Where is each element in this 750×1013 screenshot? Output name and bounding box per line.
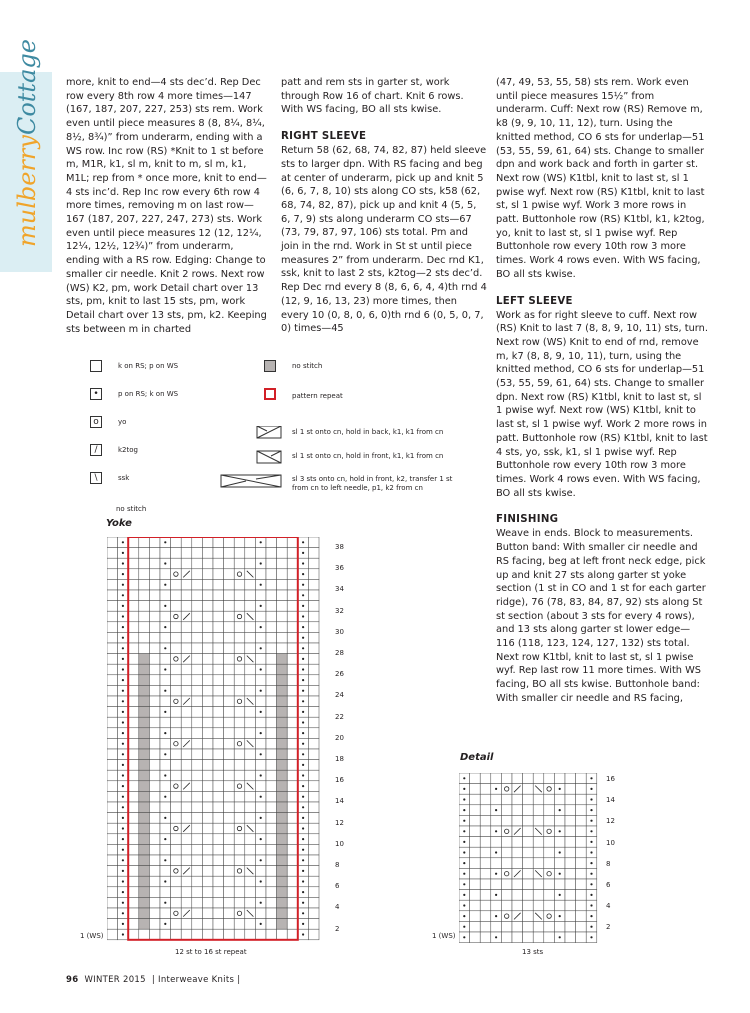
row-label: 24 [335,691,344,700]
row-label: 12 [606,817,615,826]
row-label: 12 [335,818,344,827]
cable-3-symbol [220,474,284,490]
row-label: 8 [335,861,340,869]
column-2 [281,76,487,336]
row-label: 18 [335,755,344,763]
row-label: 16 [606,775,615,783]
yoke-repeat-label: 12 st to 16 st repeat [175,948,247,956]
row-label: 34 [335,585,344,594]
row-label: 6 [606,881,611,889]
left-sleeve-heading: LEFT SLEEVE [496,295,573,307]
detail-sts-label: 13 sts [522,948,544,956]
legend-yo: yo [118,418,127,426]
no-stitch-symbol [264,360,276,372]
row-label: 2 [606,923,611,932]
legend-cable-1: sl 1 st onto cn, hold in back, k1, k1 from cn [292,428,444,436]
column-1 [66,76,270,336]
legend-k2tog: k2tog [118,446,138,454]
row-label: 38 [335,543,344,551]
legend-knit: k on RS; p on WS [118,362,179,370]
row-label: 10 [335,839,344,848]
right-sleeve-text: Return 58 (62, 68, 74, 82, 87) held sleeve sts to larger dpn. With RS facing and beg at center of underarm, pick up and knit 5 (6, 6, 7, 8, 10) sts along CO sts, k58 (62, 68, 74, 82, 87), pick up and knit 4 (5, 5, 6, 7, 9) sts along underarm CO sts—67 (73, 79, 87, 97, 106) sts total. Pm and join in the rnd. Work in St st until piece measures 2” from underarm. Dec rnd K1, ssk, knit to last 2 sts, k2tog—2 sts dec’d. Rep Dec rnd every 8 (8, 6, 6, 4, 4)th rnd 4 (12, 9, 16, 13, 23) more times, then every 10 (0, 8, 0, 6, 0)th rnd 6 (0, 5, 0, 7, 0) times—45 [281,145,487,335]
detail-start-label: 1 (WS) [432,932,456,940]
pattern-repeat-symbol [264,388,276,400]
row-label: 6 [335,882,340,891]
row-label: 16 [335,776,344,785]
legend-cable-3: sl 3 sts onto cn, hold in front, k2, transfer 1 st from cn to left needle, p1, k2 from cn [292,475,453,492]
detail-title: Detail [460,752,494,763]
column-1-text: more, knit to end—4 sts dec’d. Rep Dec row every 8th row 4 more times—147 (167, 187, 207, 227, 253) sts rem. Work even until piece measures 8 (8, 8¼, 8¼, 8½, 8¾)” from underarm, ending with a WS row. Inc row (RS) *Knit to 1 st before m, M1R, k1, sl m, knit to m, sl m, k1, M1L; rep from * once more, knit to end—4 sts inc’d. Rep Inc row every 6th row 4 more times, removing m on last row—167 (187, 207, 227, 247, 273) sts. Work even until piece measures 12 (12, 12¼, 12¼, 12½, 12¾)” from underarm, ending with a RS row. Edging: Change to smaller cir needle. Knit 2 rows. Next row (WS) K2, pm, work Detail chart over 13 sts, pm, knit to last 15 sts, pm, work Detail chart over 13 sts, pm, k2. Keeping sts between m in charted [66,77,267,335]
row-label: 4 [335,903,340,912]
yoke-chart [107,537,327,947]
row-label: 32 [335,606,344,615]
legend-purl: p on RS; k on WS [118,390,179,398]
column-3 [496,76,708,706]
row-label: 4 [606,902,611,911]
yo-symbol: o [90,416,102,428]
row-label: 30 [335,627,344,636]
row-label: 14 [606,796,615,805]
column-2-intro: patt and rem sts in garter st, work through Row 16 of chart. Knit 6 rows. With WS facing, BO all sts kwise. [281,77,464,116]
page-footer: 96 WINTER 2015 | Interweave Knits | [66,975,241,985]
row-label: 8 [606,859,611,868]
legend-cable-2: sl 1 st onto cn, hold in front, k1, k1 from cn [292,452,444,460]
row-label: 22 [335,712,344,721]
row-label: 14 [335,797,344,806]
row-label: 28 [335,649,344,657]
row-label: 20 [335,733,344,742]
legend-ssk: ssk [118,474,130,482]
row-label: 2 [335,924,340,933]
cuff-text: (47, 49, 53, 55, 58) sts rem. Work even until piece measures 15½” from underarm. Cuff: Next row (RS) Remove m, k8 (9, 9, 10, 11, 12), turn. Using the knitted method, CO 6 sts for underlap—51 (53, 55, 59, 61, 64) sts. Change to smaller dpn and work back and forth in garter st. Next row (WS) K1tbl, knit to last st, sl 1 pwise wyf. Next row (RS) K1tbl, knit to last st, sl 1 pwise wyf. Work 3 more rows in patt. Buttonhole row (RS) K1tbl, k1, k2tog, yo, knit to last st, sl 1 pwise wyf. Rep Buttonhole row every 10th row 3 more times. Work 4 rows even. With WS facing, BO all sts kwise. [496,77,705,280]
row-label: 26 [335,670,344,679]
detail-chart [459,773,599,945]
yoke-title: Yoke [106,518,132,529]
finishing-text: Weave in ends. Block to measurements. Button band: With smaller cir needle and RS facing, beg at left front neck edge, pick up and knit 27 sts along garter st yoke section (1 st in CO and 1 st for each garter ridge), 76 (78, 83, 84, 87, 92) sts along St st section (about 3 sts for every 4 rows), and 13 sts along garter st lower edge—116 (118, 123, 124, 127, 132) sts total. Next row K1tbl, knit to last st, sl 1 pwise wyf. Rep last row 11 more times. With WS facing, BO all sts kwise. Buttonhole band: With smaller cir needle and RS facing, [496,528,706,704]
legend-no-stitch: no stitch [292,362,323,370]
brand-logo: mulberryCottage [13,39,41,247]
yoke-start-label: 1 (WS) [80,932,104,940]
left-sleeve-text: Work as for right sleeve to cuff. Next row (RS) Knit to last 7 (8, 8, 9, 10, 11) sts, turn. Next row (WS) Knit to end of rnd, remove m, k7 (8, 8, 9, 10, 11), turn, using the knitted method, CO 6 sts for underlap—51 (53, 55, 59, 61, 64) sts. Change to smaller dpn. Next row (RS) K1tbl, knit to last st, sl 1 pwise wyf. Next row (WS) K1tbl, knit to last st, sl 1 pwise wyf. Work 2 more rows in patt. Buttonhole row (RS) K1tbl, knit to last 4 sts, yo, ssk, k1, sl 1 pwise wyf. Rep Buttonhole row every 10th row 3 more times. Work 4 rows even. With WS facing, BO all sts kwise. [496,309,708,499]
right-sleeve-heading: RIGHT SLEEVE [281,131,367,143]
ssk-symbol: \ [90,472,102,484]
k2tog-symbol: / [90,444,102,456]
row-label: 36 [335,564,344,573]
legend-no-stitch-2: no stitch [116,505,147,513]
row-label: 10 [606,838,615,847]
legend-repeat: pattern repeat [292,392,343,400]
finishing-heading: FINISHING [496,514,559,526]
knit-symbol [90,360,102,372]
purl-symbol: • [90,388,102,400]
